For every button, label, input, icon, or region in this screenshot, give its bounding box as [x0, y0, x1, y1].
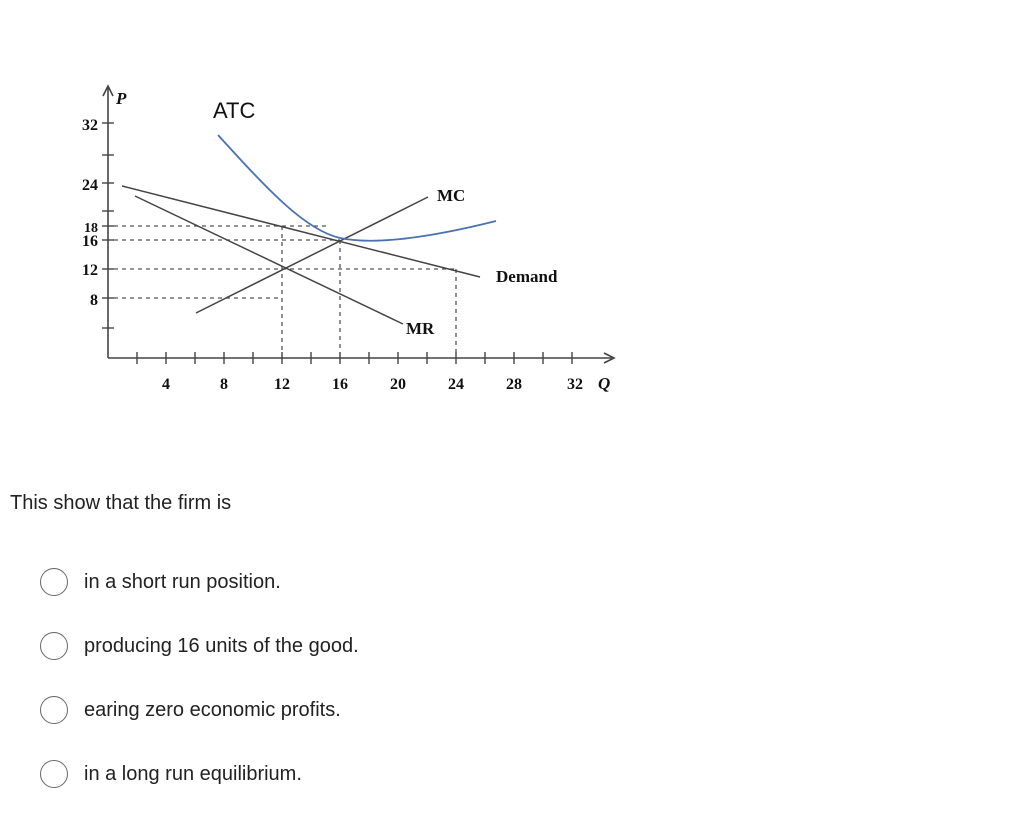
option-label: in a short run position.	[84, 570, 281, 593]
y-tick-label: 18	[84, 221, 98, 236]
question-prompt: This show that the firm is	[10, 492, 232, 514]
demand-label: Demand	[496, 267, 558, 286]
y-tick-label: 8	[90, 292, 98, 309]
radio-button[interactable]	[40, 696, 68, 724]
option-producing-16[interactable]	[40, 614, 359, 678]
y-tick-label: 12	[82, 262, 98, 279]
option-label: in a long run equilibrium.	[84, 762, 302, 785]
x-tick-label: 32	[567, 376, 583, 393]
x-tick-label: 4	[162, 376, 170, 393]
radio-button[interactable]	[40, 760, 68, 788]
option-zero-profits[interactable]	[40, 678, 359, 742]
option-short-run[interactable]	[40, 550, 359, 614]
x-tick-label: 12	[274, 376, 290, 393]
x-axis-label: Q	[598, 374, 611, 393]
radio-button[interactable]	[40, 632, 68, 660]
x-tick-label: 16	[332, 376, 348, 393]
y-tick-label: 24	[82, 177, 98, 194]
option-long-run[interactable]	[40, 742, 359, 806]
mr-label: MR	[406, 319, 435, 338]
mr-curve	[135, 196, 403, 324]
radio-button[interactable]	[40, 568, 68, 596]
reference-lines	[114, 226, 456, 356]
demand-curve	[122, 186, 480, 277]
x-tick-label: 28	[506, 376, 522, 393]
y-tick-label: 32	[82, 117, 98, 134]
mc-label: MC	[437, 186, 466, 205]
option-label: producing 16 units of the good.	[84, 634, 359, 657]
option-label: earing zero economic profits.	[84, 698, 341, 721]
y-tick-label: 16	[82, 233, 98, 250]
x-tick-label: 8	[220, 376, 228, 393]
answer-options	[40, 550, 359, 806]
economics-graph	[0, 0, 660, 420]
x-tick-label: 20	[390, 376, 406, 393]
atc-label: ATC	[213, 98, 256, 123]
y-axis-label: P	[116, 89, 127, 108]
x-tick-label: 24	[448, 376, 464, 393]
